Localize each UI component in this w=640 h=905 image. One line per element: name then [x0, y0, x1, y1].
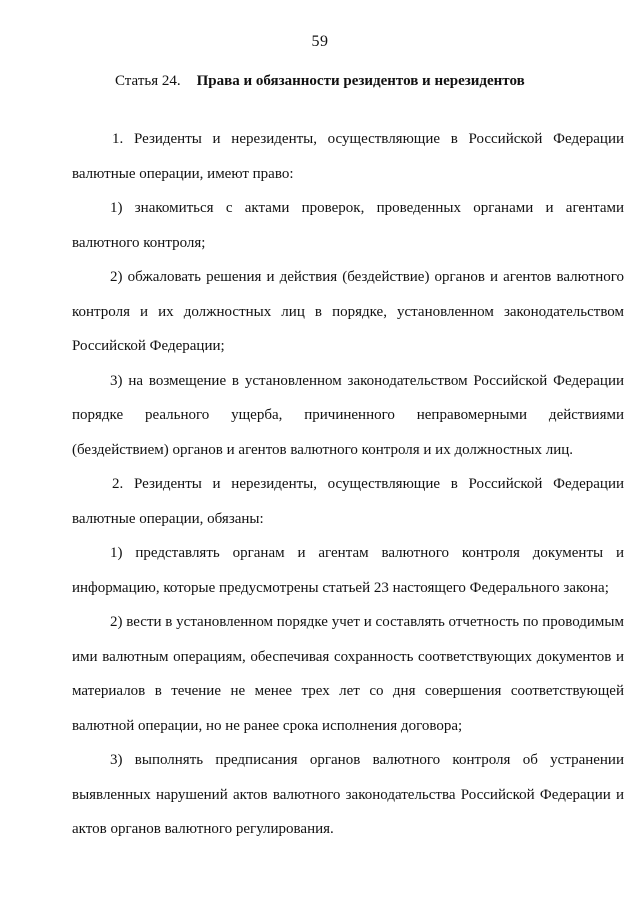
- article-title: Права и обязанности резидентов и нерезидентов: [196, 73, 525, 89]
- paragraph-duty-1: 1) представлять органам и агентам валютного контроля документы и информацию, которые предусмотрены статьей 23 настоящего Федерального закона;: [72, 545, 624, 596]
- paragraph-right-3: 3) на возмещение в установленном законодательством Российской Федерации порядке реального ущерба, причиненного неправомерными действиями (бездействием) органов и агентов валютного контроля и их должностных лиц.: [72, 372, 624, 458]
- paragraph-duty-3: 3) выполнять предписания органов валютного контроля об устранении выявленных нарушений актов валютного законодательства Российской Федерации и актов органов валютного регулирования.: [72, 752, 624, 837]
- paragraph-right-2: 2) обжаловать решения и действия (бездействие) органов и агентов валютного контроля и их должностных лиц в порядке, установленном законодательством Российской Федерации;: [72, 269, 624, 354]
- article-body: [72, 122, 624, 847]
- article-label: Статья 24.: [115, 73, 181, 89]
- paragraph-1-rights-intro: 1. Резиденты и нерезиденты, осуществляющие в Российской Федерации валютные операции, имеют право:: [72, 131, 624, 182]
- paragraph-2-duties-intro: 2. Резиденты и нерезиденты, осуществляющие в Российской Федерации валютные операции, обязаны:: [72, 476, 624, 527]
- paragraph-right-1: 1) знакомиться с актами проверок, проведенных органами и агентами валютного контроля;: [72, 200, 624, 251]
- page-number: 59: [311, 33, 329, 50]
- article-heading: [115, 73, 525, 90]
- paragraph-duty-2: 2) вести в установленном порядке учет и составлять отчетность по проводимым ими валютным операциям, обеспечивая сохранность соответствующих документов и материалов в течение не менее трех лет со дня совершения соответствующей валютной операции, но не ранее срока исполнения договора;: [72, 614, 624, 734]
